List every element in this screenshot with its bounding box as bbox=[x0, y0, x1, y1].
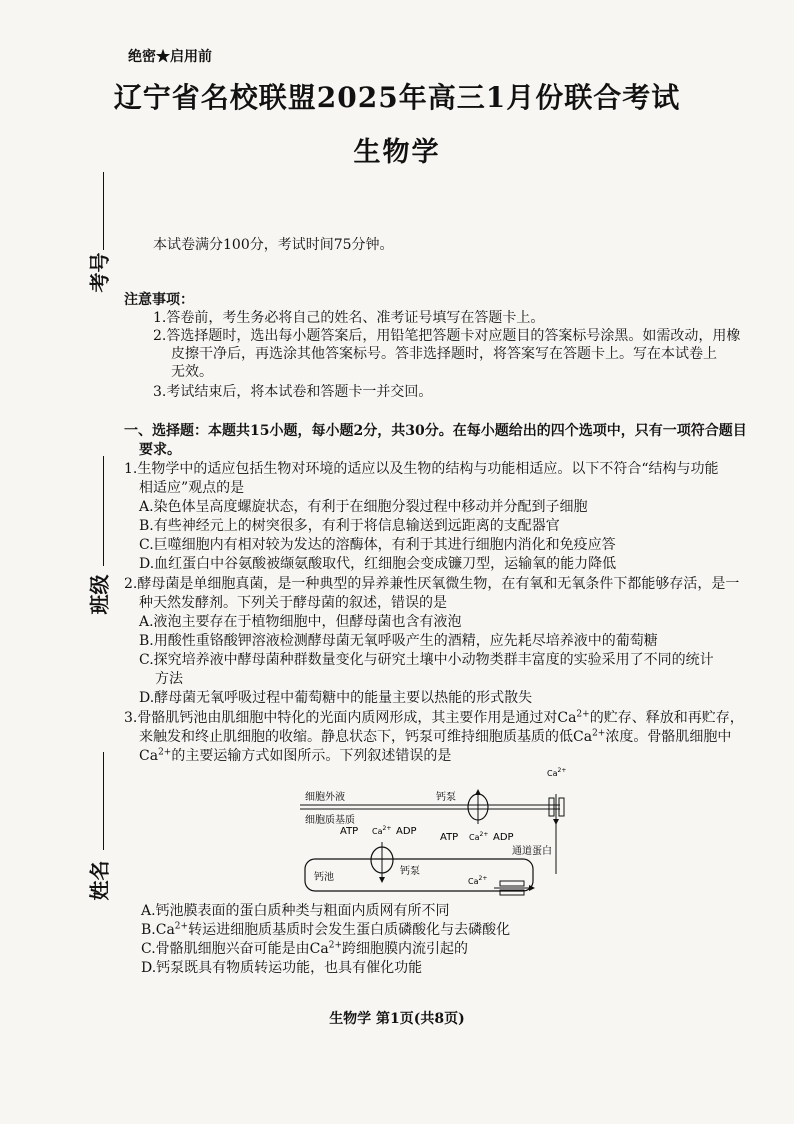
q3-stem-e: Ca bbox=[139, 748, 159, 764]
q3-option-d: D.钙泵既具有物质转运功能，也具有催化功能 bbox=[141, 960, 423, 976]
ca-text: Ca bbox=[469, 833, 480, 842]
q3-stem-c: 来触发和终止肌细胞的收缩。静息状态下，钙泵可维持细胞质基质的低Ca bbox=[139, 729, 593, 745]
q2-option-b: B.用酸性重铬酸钾溶液检测酵母菌无氧呼吸产生的酒精，应先耗尽培养液中的葡萄糖 bbox=[139, 633, 658, 649]
note-2-cont: 皮擦干净后，再选涂其他答案标号。答非选择题时，将答案写在答题卡上。写在本试卷上 bbox=[171, 346, 717, 362]
q3-stem-b: 的贮存、释放和再贮存， bbox=[589, 710, 744, 726]
q1-option-c: C.巨噬细胞内有相对较为发达的溶酶体，有利于其进行细胞内消化和免疫应答 bbox=[139, 537, 616, 553]
name-line bbox=[103, 752, 104, 850]
q3-option-b-a: B.Ca bbox=[141, 922, 175, 938]
atp-label: ATP bbox=[440, 832, 459, 843]
note-3: 3.考试结束后，将本试卷和答题卡一并交回。 bbox=[153, 384, 433, 400]
q3-option-c bbox=[141, 940, 468, 959]
q3-stem-cont bbox=[139, 728, 731, 747]
extracellular-label: 细胞外液 bbox=[305, 792, 345, 803]
ca-text: Ca bbox=[468, 877, 479, 886]
pool-channel-icon bbox=[500, 881, 524, 886]
channel-protein-icon bbox=[549, 798, 554, 816]
q2-stem: 2.酵母菌是单细胞真菌，是一种典型的异养兼性厌氧微生物，在有氧和无氧条件下都能够存活，是一 bbox=[124, 576, 740, 592]
ca-sup: 2+ bbox=[557, 767, 567, 774]
q2-stem-cont: 种天然发酵剂。下列关于酵母菌的叙述，错误的是 bbox=[139, 595, 447, 611]
ca-superscript: 2+ bbox=[174, 921, 189, 932]
pump-top-label: 钙泵 bbox=[436, 792, 456, 803]
class-label: 班级 bbox=[87, 574, 112, 615]
class-line bbox=[103, 456, 104, 566]
ca-text: Ca bbox=[547, 769, 558, 778]
note-2-cont2: 无效。 bbox=[171, 364, 213, 380]
q3-option-b-b: 转运进细胞质基质时会发生蛋白质磷酸化与去磷酸化 bbox=[188, 922, 511, 938]
ca-superscript: 2+ bbox=[576, 709, 590, 720]
q2-option-c: C.探究培养液中酵母菌种群数量变化与研究土壤中小动物类群丰富度的实验采用了不同的统计 bbox=[139, 652, 714, 668]
q2-option-d: D.酵母菌无氧呼吸过程中葡萄糖中的能量主要以热能的形式散失 bbox=[139, 690, 533, 706]
pump-bottom-label: 钙泵 bbox=[400, 866, 420, 877]
q3-stem bbox=[124, 709, 744, 728]
channel-label: 通道蛋白 bbox=[512, 846, 552, 857]
q3-option-c-b: 跨细胞膜内流引起的 bbox=[342, 941, 469, 957]
subject-title: 生物学 bbox=[353, 137, 441, 168]
ca-pool-label bbox=[468, 875, 487, 886]
note-1: 1.答卷前，考生务必将自己的姓名、准考证号填写在答题卡上。 bbox=[153, 310, 545, 326]
q2-option-a: A.液泡主要存在于植物细胞中，但酵母菌也含有液泡 bbox=[139, 614, 462, 630]
ca-label bbox=[372, 825, 391, 836]
channel-protein-icon bbox=[559, 798, 564, 816]
exam-title: 辽宁省名校联盟2025年高三1月份联合考试 bbox=[113, 81, 681, 114]
exam-no-line bbox=[103, 172, 104, 250]
adp-label: ADP bbox=[493, 832, 514, 843]
ca-sup: 2+ bbox=[479, 831, 489, 838]
atp-label: ATP bbox=[340, 826, 359, 837]
q3-option-a: A.钙池膜表面的蛋白质种类与粗面内质网有所不同 bbox=[141, 903, 450, 919]
confidential-mark: 绝密★启用前 bbox=[128, 49, 212, 65]
ca-sup: 2+ bbox=[478, 875, 488, 882]
q1-option-d: D.血红蛋白中谷氨酸被缬氨酸取代，红细胞会变成镰刀型，运输氧的能力降低 bbox=[139, 556, 617, 572]
q3-option-c-a: C.骨骼肌细胞兴奋可能是由Ca bbox=[141, 941, 329, 957]
section-heading-cont: 要求。 bbox=[139, 442, 181, 458]
exam-no-label: 考号 bbox=[87, 252, 112, 293]
pool-label: 钙池 bbox=[314, 872, 334, 883]
notes-heading: 注意事项： bbox=[124, 292, 194, 308]
page-footer: 生物学 第1页(共8页) bbox=[329, 1011, 465, 1027]
ca-text: Ca bbox=[372, 827, 383, 836]
calcium-transport-diagram bbox=[290, 764, 570, 899]
ca-superscript: 2+ bbox=[328, 940, 343, 951]
adp-label: ADP bbox=[396, 826, 417, 837]
q1-stem: 1.生物学中的适应包括生物对环境的适应以及生物的结构与功能相适应。以下不符合“结构与功能 bbox=[124, 461, 719, 477]
q3-stem-f: 的主要运输方式如图所示。下列叙述错误的是 bbox=[171, 748, 452, 764]
section-heading: 一、选择题：本题共15小题，每小题2分，共30分。在每小题给出的四个选项中，只有一项符合题目 bbox=[124, 423, 747, 439]
q3-stem-a: 3.骨骼肌钙池由肌细胞中特化的光面内质网形成，其主要作用是通过对Ca bbox=[124, 710, 577, 726]
intro-text: 本试卷满分100分，考试时间75分钟。 bbox=[153, 237, 394, 253]
q1-option-b: B.有些神经元上的树突很多，有利于将信息输送到远距离的支配器官 bbox=[139, 518, 560, 534]
ca-sup: 2+ bbox=[382, 825, 392, 832]
ca-label bbox=[469, 831, 488, 842]
name-label: 姓名 bbox=[87, 860, 112, 901]
cytoplasm-label: 细胞质基质 bbox=[305, 815, 355, 826]
q2-option-c-cont: 方法 bbox=[155, 671, 183, 687]
ca-superscript: 2+ bbox=[592, 728, 606, 739]
ca-top-label bbox=[547, 767, 566, 778]
q3-option-b bbox=[141, 921, 510, 940]
q3-stem-d: 浓度。骨骼肌细胞中 bbox=[605, 729, 732, 745]
ca-superscript: 2+ bbox=[158, 747, 172, 758]
q1-stem-cont: 相适应”观点的是 bbox=[139, 480, 245, 496]
note-2: 2.答选择题时，选出每小题答案后，用铅笔把答题卡对应题目的答案标号涂黑。如需改动，用橡 bbox=[153, 328, 741, 344]
q1-option-a: A.染色体呈高度螺旋状态，有利于在细胞分裂过程中移动并分配到子细胞 bbox=[139, 499, 588, 515]
